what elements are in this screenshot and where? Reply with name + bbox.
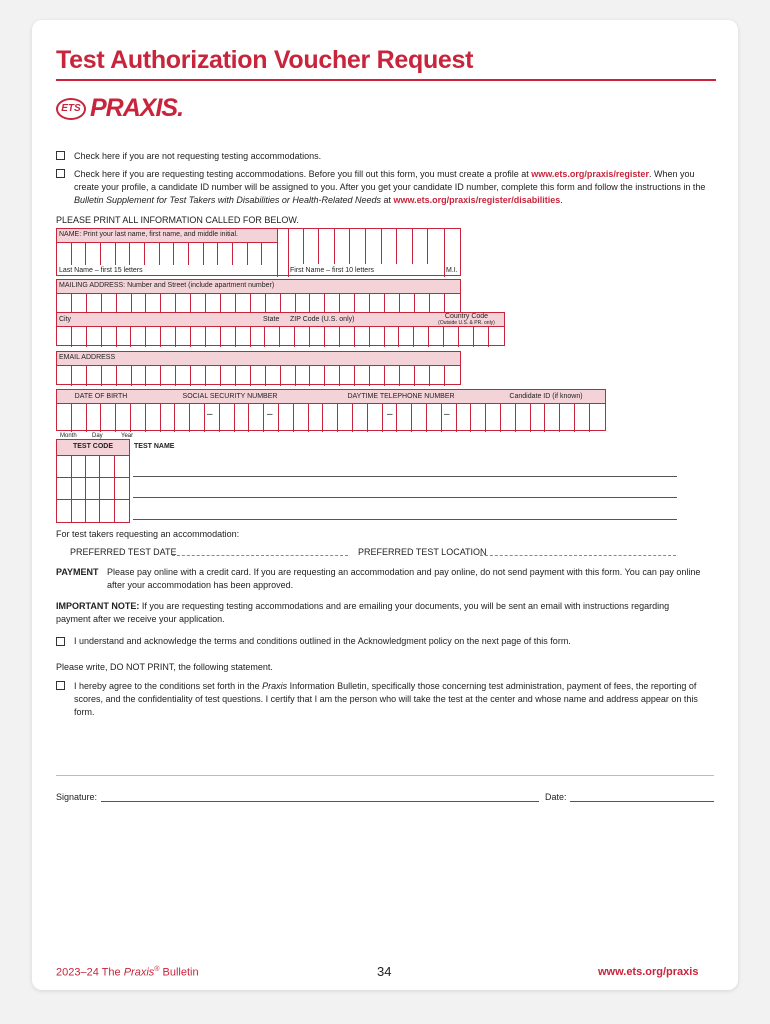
- test-name-line-1[interactable]: [133, 476, 677, 477]
- no-accommodations-label: Check here if you are not requesting testing accommodations.: [74, 151, 322, 161]
- first-name-boxes[interactable]: [288, 229, 444, 264]
- payment-label: PAYMENT: [56, 567, 99, 577]
- last-name-boxes[interactable]: [57, 242, 277, 265]
- zip-caption: ZIP Code (U.S. only): [290, 316, 355, 323]
- first-name-caption: First Name – first 10 letters: [290, 267, 375, 274]
- test-name-header: TEST NAME: [134, 443, 175, 450]
- register-link[interactable]: www.ets.org/praxis/register: [531, 169, 649, 179]
- city-caption: City: [59, 316, 72, 323]
- form-page: [32, 20, 738, 990]
- last-name-caption: Last Name – first 15 letters: [59, 267, 143, 274]
- mi-box[interactable]: [445, 229, 462, 264]
- city-state-zip-boxes[interactable]: [57, 326, 504, 347]
- country-caption: Country Code (Outside U.S. & PR. only): [438, 313, 495, 326]
- no-accommodations-checkbox[interactable]: [56, 151, 65, 160]
- ets-logo-icon: ETS: [56, 98, 86, 120]
- name-section: [56, 228, 461, 276]
- test-code-header: TEST CODE: [72, 443, 114, 450]
- accommodations-checkbox[interactable]: [56, 169, 65, 178]
- preferred-location-label: PREFERRED TEST LOCATION: [358, 547, 487, 557]
- agree-statement: I hereby agree to the conditions set forth in the Praxis Information Bulletin, specifically those concerning test administration, payment of fees, the reporting of scores, and the confidentiality of test questions. I certify that I am the person who will take the test at the center and whose name and address appear on this form.: [74, 681, 698, 717]
- test-code-grid[interactable]: [56, 439, 130, 523]
- accommodations-label: Check here if you are requesting testing accommodations. Before you fill out this form, you must create a profile at www.ets.org/praxis/register. When you create your profile, a candidate ID number will be assigned to you. After you get your candidate ID number, complete this form and follow the instructions in the Bulletin Supplement for Test Takers with Disabilities or Health-Related Needs at www.ets.org/praxis/register/disabilities.: [74, 169, 706, 205]
- footer-bulletin: 2023–24 The Praxis® Bulletin: [56, 966, 199, 979]
- ssn-header: SOCIAL SECURITY NUMBER: [182, 393, 278, 400]
- title-rule: [56, 79, 716, 81]
- signature-field[interactable]: [101, 801, 539, 802]
- disabilities-link[interactable]: www.ets.org/praxis/register/disabilities: [393, 195, 561, 205]
- print-instruction: PLEASE PRINT ALL INFORMATION CALLED FOR BELOW.: [56, 215, 299, 225]
- id-boxes[interactable]: [57, 403, 605, 432]
- ssn-dash-1: –: [207, 409, 213, 420]
- page-title: Test Authorization Voucher Request: [56, 46, 474, 74]
- payment-text: Please pay online with a credit card. If you are requesting an accommodation and pay online, do not send payment with this form. You can pay online after your accommodation has been approved.: [107, 567, 701, 590]
- page-number: 34: [377, 964, 392, 979]
- preferred-date-field[interactable]: [172, 555, 348, 556]
- test-name-line-3[interactable]: [133, 519, 677, 520]
- ssn-dash-2: –: [267, 409, 273, 420]
- accommodation-intro: For test takers requesting an accommodation:: [56, 529, 240, 539]
- acknowledge-checkbox[interactable]: [56, 637, 65, 646]
- address-hint: Number and Street (include apartment number): [127, 282, 275, 289]
- preferred-location-field[interactable]: [480, 555, 676, 556]
- address-label: MAILING ADDRESS:: [59, 282, 126, 289]
- city-row: [56, 312, 505, 346]
- candidate-header: Candidate ID (if known): [509, 393, 583, 400]
- preferred-date-label: PREFERRED TEST DATE: [70, 547, 177, 557]
- acknowledge-label: I understand and acknowledge the terms and conditions outlined in the Acknowledgment policy on the next page of this form.: [74, 636, 571, 646]
- agree-checkbox[interactable]: [56, 681, 65, 690]
- dob-header: DATE OF BIRTH: [74, 393, 128, 400]
- phone-dash-2: –: [444, 409, 450, 420]
- state-caption: State: [263, 316, 280, 323]
- name-hint: Print your last name, first name, and middle initial.: [83, 231, 238, 238]
- email-label: EMAIL ADDRESS: [59, 354, 116, 361]
- street-boxes[interactable]: [57, 293, 460, 314]
- date-field[interactable]: [570, 801, 714, 802]
- address-section: [56, 279, 461, 313]
- footer-url[interactable]: www.ets.org/praxis: [598, 966, 699, 978]
- dob-month-caption: Month: [60, 433, 77, 439]
- date-label: Date:: [545, 792, 567, 802]
- write-instruction: Please write, DO NOT PRINT, the following statement.: [56, 662, 273, 672]
- important-note: IMPORTANT NOTE: If you are requesting testing accommodations and are emailing your documents, you will be sent an email with instructions regarding payment after we receive your application.: [56, 601, 670, 624]
- email-section: [56, 351, 461, 385]
- email-boxes[interactable]: [57, 365, 460, 386]
- name-label: NAME:: [59, 231, 82, 238]
- phone-dash-1: –: [387, 409, 393, 420]
- id-row: [56, 389, 606, 431]
- phone-header: DAYTIME TELEPHONE NUMBER: [347, 393, 455, 400]
- praxis-wordmark: PRAXIS.: [90, 94, 184, 122]
- dob-year-caption: Year: [121, 433, 134, 439]
- dob-day-caption: Day: [92, 433, 103, 439]
- mi-caption: M.I.: [446, 267, 458, 274]
- praxis-logo: [56, 94, 183, 123]
- signature-label: Signature:: [56, 792, 98, 802]
- test-name-line-2[interactable]: [133, 497, 677, 498]
- statement-rule: [56, 775, 714, 776]
